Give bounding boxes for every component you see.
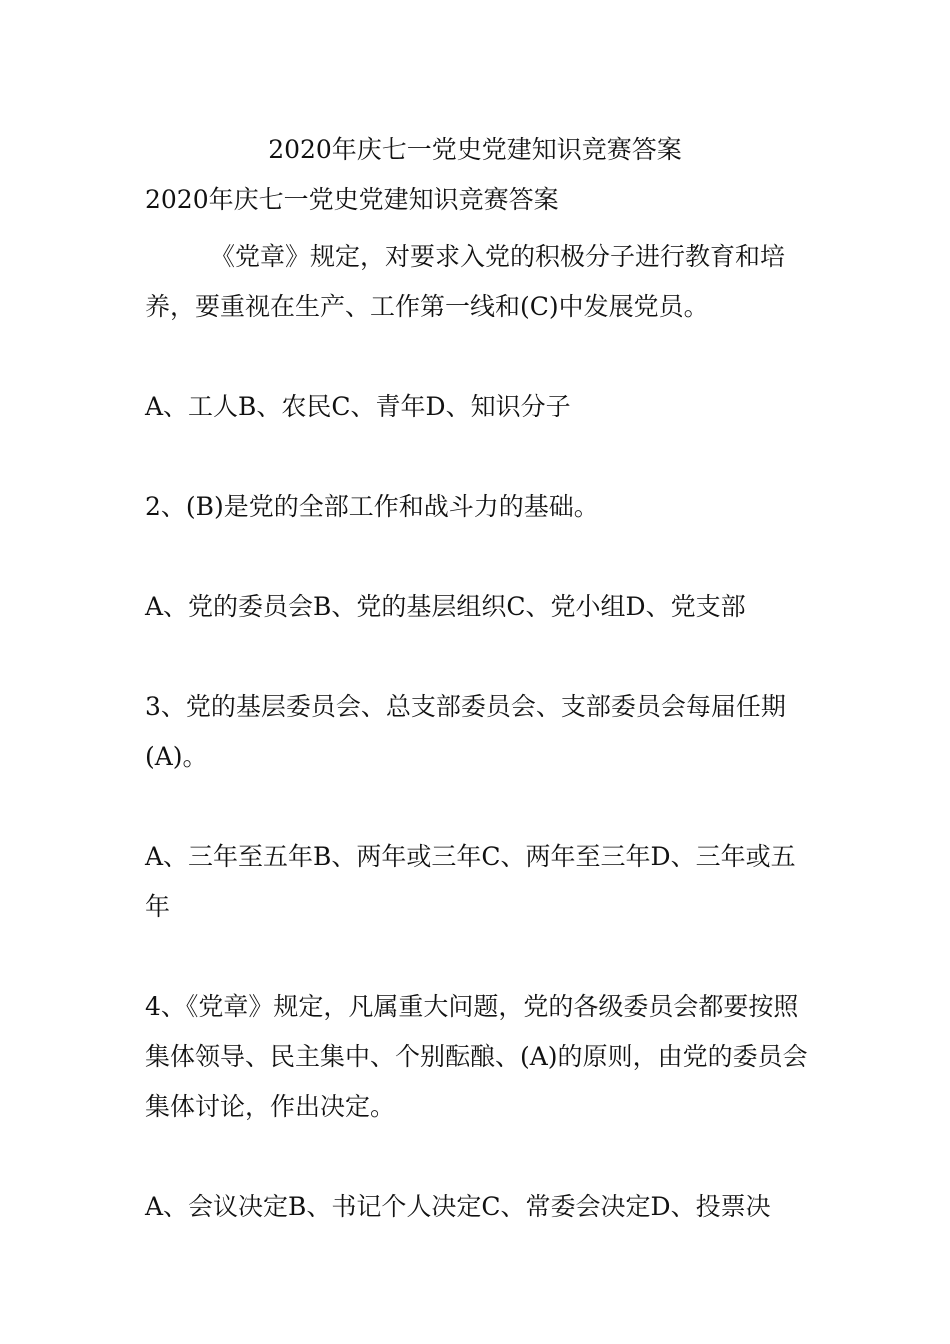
question-2-options: A、党的委员会B、党的基层组织C、党小组D、党支部 [145, 592, 746, 621]
document-subtitle: 2020年庆七一党史党建知识竞赛答案 [145, 185, 559, 214]
question-3-text: 3、党的基层委员会、总支部委员会、支部委员会每届任期(A)。 [145, 692, 786, 771]
question-1-text: 《党章》规定，对要求入党的积极分子进行教育和培养，要重视在生产、工作第一线和(C)中发展党员。 [145, 242, 786, 321]
question-2-text: 2、(B)是党的全部工作和战斗力的基础。 [145, 492, 599, 521]
question-4-text: 4、《党章》规定，凡属重大问题，党的各级委员会都要按照集体领导、民主集中、个别酝酿、(A)的原则，由党的委员会集体讨论，作出决定。 [145, 992, 808, 1121]
document-body [145, 180, 810, 1232]
question-4-options: A、会议决定B、书记个人决定C、常委会决定D、投票决 [145, 1192, 771, 1221]
document-title: 2020年庆七一党史党建知识竞赛答案 [268, 135, 682, 164]
question-1-options: A、工人B、农民C、青年D、知识分子 [145, 392, 571, 421]
question-3-options: A、三年至五年B、两年或三年C、两年至三年D、三年或五年 [145, 842, 796, 921]
